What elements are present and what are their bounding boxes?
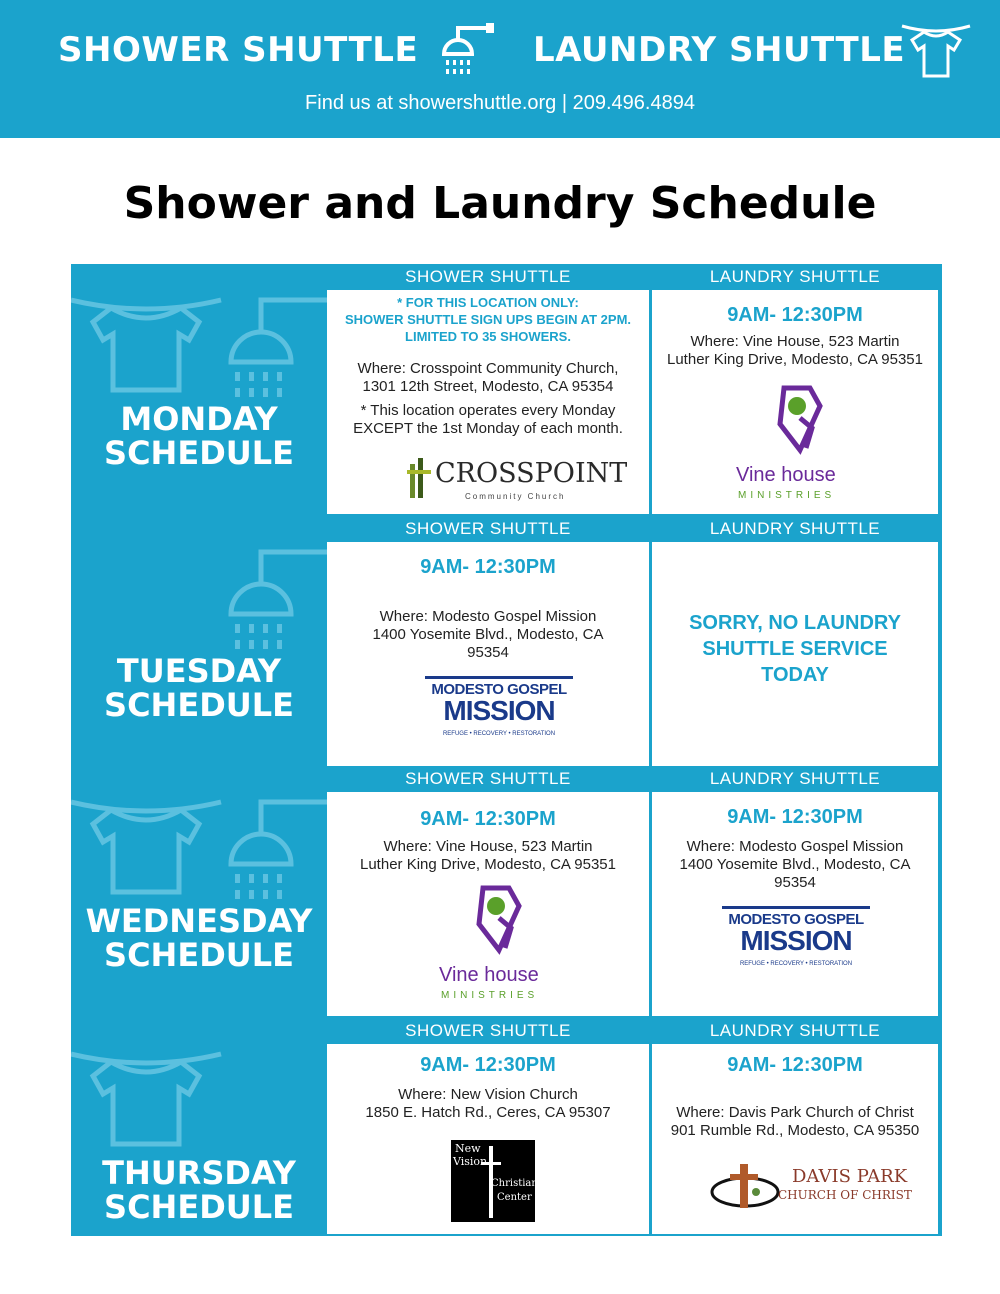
monday-schedule-label: SCHEDULE — [104, 434, 294, 472]
hours-text: 9AM- 12:30PM — [420, 556, 556, 578]
vine-house-logo — [439, 884, 569, 1008]
vine-house-mark-icon — [469, 884, 523, 956]
tshirt-icon — [900, 20, 972, 80]
vine-house-name: Vine house — [439, 964, 539, 986]
hours-text: 9AM- 12:30PM — [727, 1054, 863, 1076]
mgm-top-text: MODESTO GOSPEL — [728, 911, 864, 928]
new-vision-text: Vision — [453, 1155, 488, 1168]
signup-note: SHOWER SHUTTLE SIGN UPS BEGIN AT 2PM. — [344, 312, 632, 327]
shower-icon — [71, 542, 327, 662]
thursday-schedule-label: SCHEDULE — [104, 1188, 294, 1226]
davis-park-logo — [710, 1162, 912, 1212]
location-text: Where: Vine House, 523 Martin — [383, 838, 593, 855]
location-text: 901 Rumble Rd., Modesto, CA 95350 — [670, 1122, 920, 1139]
davis-park-name: DAVIS PARK — [792, 1166, 908, 1187]
location-text: Where: Crosspoint Community Church, — [357, 360, 619, 377]
column-head-shower: SHOWER SHUTTLE — [405, 267, 571, 286]
signup-note: LIMITED TO 35 SHOWERS. — [405, 329, 571, 344]
laundry-shuttle-brand: LAUNDRY SHUTTLE — [533, 30, 906, 70]
thursday-label: THURSDAY — [102, 1154, 296, 1192]
crosspoint-name: CROSSPOINT — [435, 458, 628, 489]
location-text: Luther King Drive, Modesto, CA 95351 — [360, 856, 616, 873]
hours-text: 9AM- 12:30PM — [420, 1054, 556, 1076]
vine-house-sub: MINISTRIES — [738, 490, 836, 501]
new-vision-text: New — [455, 1142, 481, 1155]
wednesday-shower-cell — [327, 792, 649, 1016]
shower-shuttle-brand: SHOWER SHUTTLE — [58, 30, 419, 70]
wednesday-panel — [71, 792, 327, 983]
modesto-gospel-mission-logo — [425, 676, 573, 738]
vine-house-logo — [730, 384, 860, 508]
wednesday-label: WEDNESDAY — [85, 902, 313, 940]
crosspoint-mark-icon — [407, 458, 433, 498]
hours-text: 9AM- 12:30PM — [727, 806, 863, 828]
column-head-shower: SHOWER SHUTTLE — [405, 1021, 571, 1040]
contact-line: Find us at showershuttle.org | 209.496.4894 — [305, 92, 695, 114]
shower-head-icon — [438, 18, 500, 80]
thursday-laundry-cell — [652, 1044, 938, 1234]
thursday-panel — [71, 1044, 327, 1232]
davis-park-sub: CHURCH OF CHRIST — [778, 1188, 912, 1202]
mgm-main-text: MISSION — [443, 695, 555, 726]
column-head-laundry: LAUNDRY SHUTTLE — [709, 267, 881, 286]
tuesday-shower-cell — [327, 542, 649, 766]
new-vision-text: Christian — [491, 1178, 538, 1189]
monday-row — [71, 264, 942, 516]
new-vision-logo — [451, 1140, 538, 1222]
operation-note: * This location operates every Monday — [360, 402, 616, 419]
shirt-and-shower-icon — [71, 290, 327, 410]
no-service-text: TODAY — [761, 664, 829, 686]
wednesday-schedule-label: SCHEDULE — [104, 936, 294, 974]
page-title: Shower and Laundry Schedule — [123, 178, 877, 229]
tuesday-schedule-label: SCHEDULE — [104, 686, 294, 724]
monday-label: MONDAY — [120, 400, 278, 438]
crosspoint-logo — [407, 454, 628, 504]
vine-house-name: Vine house — [736, 464, 836, 486]
vine-house-mark-icon — [770, 384, 824, 456]
column-head-shower: SHOWER SHUTTLE — [405, 769, 571, 788]
hours-text: 9AM- 12:30PM — [420, 808, 556, 830]
location-text: 95354 — [774, 874, 816, 891]
wednesday-laundry-cell — [652, 792, 938, 1016]
no-service-text: SORRY, NO LAUNDRY — [689, 612, 901, 634]
column-head-laundry: LAUNDRY SHUTTLE — [709, 1021, 881, 1040]
location-text: 1301 12th Street, Modesto, CA 95354 — [362, 378, 614, 395]
location-text: 1400 Yosemite Blvd., Modesto, CA — [372, 626, 604, 643]
tuesday-label: TUESDAY — [116, 652, 282, 690]
no-service-text: SHUTTLE SERVICE — [702, 638, 888, 660]
hours-text: 9AM- 12:30PM — [727, 304, 863, 326]
modesto-gospel-mission-logo — [722, 906, 870, 968]
column-head-shower: SHOWER SHUTTLE — [405, 519, 571, 538]
davis-park-cross-icon — [710, 1162, 780, 1212]
shirt-icon — [71, 1044, 327, 1164]
location-text: Where: Davis Park Church of Christ — [676, 1104, 914, 1121]
mgm-top-text: MODESTO GOSPEL — [431, 681, 567, 698]
shirt-and-shower-icon — [71, 792, 327, 912]
header-banner — [0, 0, 1000, 138]
column-head-laundry: LAUNDRY SHUTTLE — [709, 519, 881, 538]
schedule-grid — [71, 264, 942, 1236]
location-text: 1850 E. Hatch Rd., Ceres, CA 95307 — [365, 1104, 611, 1121]
tuesday-row — [71, 516, 942, 766]
tuesday-panel — [71, 542, 327, 733]
column-head-laundry: LAUNDRY SHUTTLE — [709, 769, 881, 788]
wednesday-row — [71, 766, 942, 1018]
location-text: 1400 Yosemite Blvd., Modesto, CA — [679, 856, 911, 873]
mgm-sub-text: REFUGE • RECOVERY • RESTORATION — [739, 961, 853, 967]
mgm-main-text: MISSION — [740, 925, 852, 956]
thursday-shower-cell — [327, 1044, 649, 1234]
monday-laundry-cell — [652, 290, 938, 514]
new-vision-text: Center — [497, 1192, 532, 1203]
location-text: 95354 — [467, 644, 509, 661]
location-text: Where: New Vision Church — [398, 1086, 578, 1103]
operation-note: EXCEPT the 1st Monday of each month. — [353, 420, 623, 437]
monday-shower-cell — [327, 290, 649, 514]
thursday-row — [71, 1018, 942, 1236]
crosspoint-sub: Community Church — [465, 492, 566, 501]
location-text: Where: Modesto Gospel Mission — [686, 838, 904, 855]
location-text: Luther King Drive, Modesto, CA 95351 — [667, 351, 923, 368]
mgm-sub-text: REFUGE • RECOVERY • RESTORATION — [442, 731, 556, 737]
monday-panel — [71, 290, 327, 481]
tuesday-laundry-cell — [652, 542, 938, 766]
location-text: Where: Modesto Gospel Mission — [379, 608, 597, 625]
signup-note: * FOR THIS LOCATION ONLY: — [397, 295, 579, 310]
vine-house-sub: MINISTRIES — [441, 990, 539, 1001]
location-text: Where: Vine House, 523 Martin — [690, 333, 900, 350]
